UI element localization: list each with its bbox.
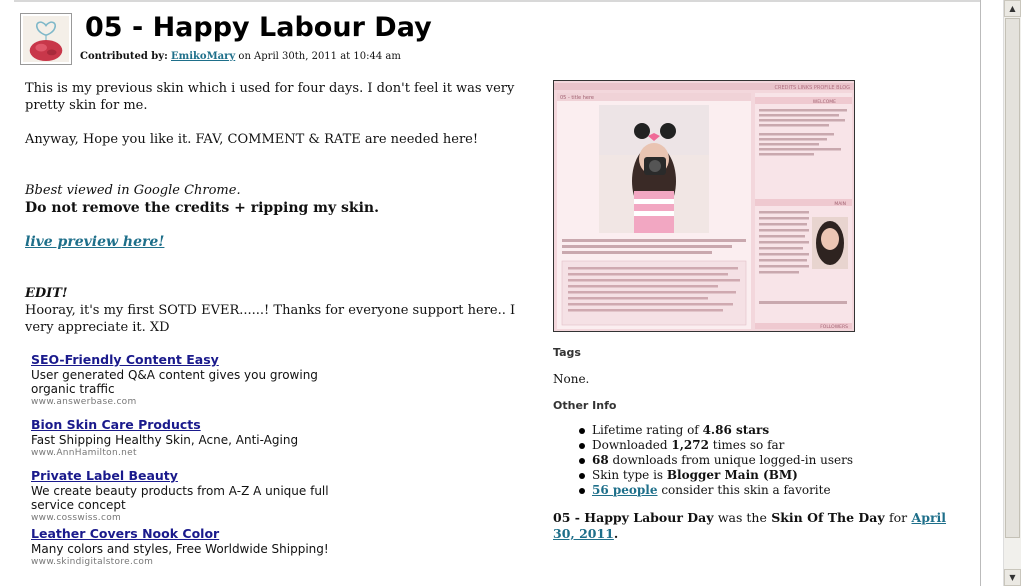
scroll-down-button[interactable] (1004, 569, 1021, 586)
ad-url[interactable]: www.answerbase.com (31, 397, 137, 407)
tags-heading: Tags (553, 346, 581, 359)
top-divider (14, 0, 980, 2)
ad-text: Many colors and styles, Free Worldwide Shipping! (31, 542, 329, 556)
ad-url[interactable]: www.skindigitalstore.com (31, 557, 154, 567)
scroll-up-button[interactable] (1004, 0, 1021, 17)
ad-title-link[interactable]: SEO-Friendly Content Easy (31, 352, 219, 367)
content-border (980, 0, 981, 586)
favorites-label: consider this skin a favorite (661, 483, 831, 497)
list-item (577, 438, 853, 453)
vertical-scrollbar[interactable] (1003, 0, 1021, 586)
chevron-down-icon: ▼ (1009, 573, 1016, 582)
sotd-date-link[interactable]: April 30, 2011 (553, 510, 947, 541)
edit-text: Hooray, it's my first SOTD EVER......! Thanks for everyone support here.. I very appreciate it. XD (25, 303, 516, 335)
skin-type-value: Blogger Main (BM) (666, 468, 798, 482)
ad-title-link[interactable]: Bion Skin Care Products (31, 417, 201, 432)
favorites-link[interactable]: 56 people (592, 483, 658, 497)
ad-text: User generated Q&A content gives you growing organic traffic (31, 368, 318, 396)
list-item (577, 423, 853, 438)
intro-text: This is my previous skin which i used for four days. I don't feel it was very pretty skin for me. (25, 81, 515, 113)
live-preview-link[interactable]: live preview here! (25, 234, 165, 250)
preview-followers-heading: FOLLOWERS (820, 325, 848, 330)
browser-note: Bbest viewed in Google Chrome. (25, 183, 241, 198)
sotd-period: . (613, 526, 619, 541)
preview-main-heading: MAIN (834, 202, 846, 207)
sotd-notice (553, 510, 953, 542)
other-info-heading: Other Info (553, 399, 617, 412)
list-item (577, 453, 853, 468)
page-title: 05 - Happy Labour Day (85, 12, 432, 43)
preview-nav-text: CREDITS LINKS PROFILE BLOG (774, 85, 850, 91)
ad-item (31, 352, 351, 408)
preview-illustration (554, 81, 854, 331)
unique-downloads-value: 68 (592, 453, 609, 467)
edit-heading: EDIT! (25, 286, 68, 301)
ad-item (31, 417, 351, 459)
ad-text: Fast Shipping Healthy Skin, Acne, Anti-Aging (31, 433, 299, 447)
ad-title-link[interactable]: Private Label Beauty (31, 468, 178, 483)
unique-downloads-label: downloads from unique logged-in users (612, 453, 854, 467)
sotd-skin-name: 05 - Happy Labour Day (553, 510, 714, 525)
ad-url[interactable]: www.cosswiss.com (31, 513, 122, 523)
chevron-up-icon: ▲ (1009, 4, 1016, 13)
sotd-text: was the (717, 510, 767, 525)
ad-title-link[interactable]: Leather Covers Nook Color (31, 526, 220, 541)
sotd-for-text: for (889, 510, 908, 525)
list-item (577, 468, 853, 483)
contribution-date: on April 30th, 2011 at 10:44 am (238, 51, 401, 62)
ad-text: We create beauty products from A-Z A unique full service concept (31, 484, 329, 512)
author-link[interactable]: EmikoMary (171, 51, 236, 62)
tags-value: None. (553, 372, 590, 386)
downloads-label: Downloaded (592, 438, 668, 452)
scrollbar-thumb[interactable] (1005, 18, 1020, 538)
ad-item (31, 468, 351, 524)
preview-post-title: 05 - title here (560, 95, 594, 101)
rating-value: 4.86 stars (702, 423, 770, 437)
credits-note: Do not remove the credits + ripping my skin. (25, 200, 379, 216)
list-item (577, 483, 853, 498)
avatar[interactable] (20, 13, 72, 65)
downloads-suffix: times so far (712, 438, 785, 452)
preview-welcome-heading: WELCOME (812, 100, 836, 105)
skin-preview-image[interactable] (553, 80, 855, 332)
downloads-value: 1,272 (671, 438, 709, 452)
request-text: Anyway, Hope you like it. FAV, COMMENT & RATE are needed here! (25, 132, 479, 147)
contributed-label: Contributed by: (80, 51, 168, 62)
ad-item (31, 526, 351, 568)
other-info-list (577, 423, 853, 498)
sotd-label: Skin Of The Day (771, 510, 885, 525)
contributor-line (80, 51, 401, 62)
ad-url[interactable]: www.AnnHamilton.net (31, 448, 137, 458)
rating-label: Lifetime rating of (592, 423, 699, 437)
avatar-image (23, 16, 69, 62)
skin-type-label: Skin type is (592, 468, 664, 482)
